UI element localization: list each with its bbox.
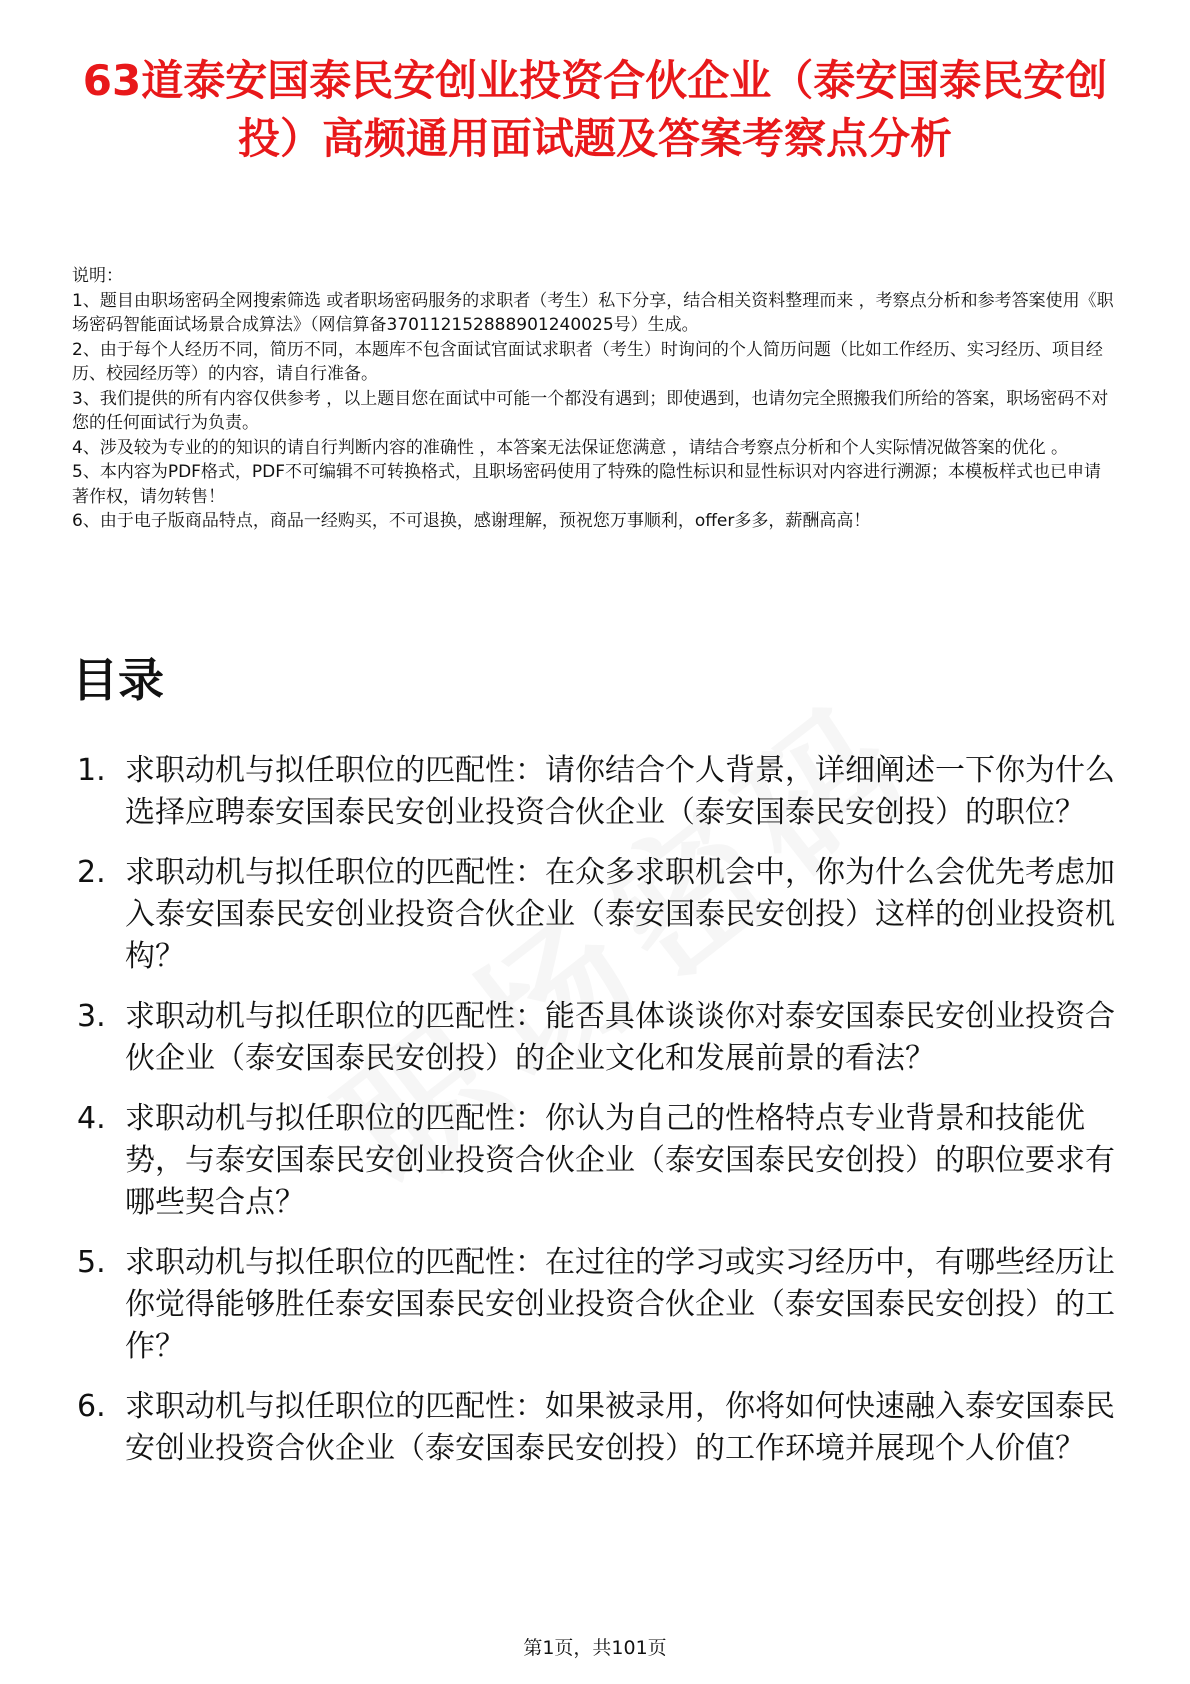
toc-item[interactable] [72,852,1117,978]
notes-heading: 说明： [72,266,123,286]
toc-item-number: 1. [77,753,106,788]
page-number: 第1页，共101页 [523,1637,667,1659]
toc-item-text: 求职动机与拟任职位的匹配性：请你结合个人背景，详细阐述一下你为什么选择应聘泰安国泰民安创业投资合伙企业（泰安国泰民安创投）的职位？ [125,753,1115,830]
toc-item-number: 2. [77,855,106,890]
notes-item: 6、由于电子版商品特点，商品一经购买，不可退换，感谢理解，预祝您万事顺利，offer多多，薪酬高高！ [72,511,871,531]
toc-item-text: 求职动机与拟任职位的匹配性：你认为自己的性格特点专业背景和技能优势，与泰安国泰民安创业投资合伙企业（泰安国泰民安创投）的职位要求有哪些契合点？ [125,1101,1115,1220]
toc-item-number: 6. [77,1389,106,1424]
toc-item[interactable] [72,1098,1117,1224]
toc-item-number: 5. [77,1245,106,1280]
toc-item[interactable] [72,1242,1117,1368]
notes-item: 3、我们提供的所有内容仅供参考 ，以上题目您在面试中可能一个都没有遇到；即使遇到，也请勿完全照搬我们所给的答案，职场密码不对您的任何面试行为负责。 [72,388,1109,433]
toc-item-text: 求职动机与拟任职位的匹配性：在众多求职机会中，你为什么会优先考虑加入泰安国泰民安创业投资合伙企业（泰安国泰民安创投）这样的创业投资机构？ [125,855,1115,974]
notes-item: 1、题目由职场密码全网搜索筛选 或者职场密码服务的求职者（考生）私下分享，结合相关资料整理而来 ，考察点分析和参考答案使用《职场密码智能面试场景合成算法》（网信算备370112152888901240025号）生成。 [72,290,1114,335]
notes-item: 2、由于每个人经历不同，简历不同，本题库不包含面试官面试求职者（考生）时询问的个人简历问题（比如工作经历、实习经历、项目经历、校园经历等）的内容，请自行准备。 [72,339,1103,384]
toc-item-text: 求职动机与拟任职位的匹配性：在过往的学习或实习经历中，有哪些经历让你觉得能够胜任泰安国泰民安创业投资合伙企业（泰安国泰民安创投）的工作？ [125,1245,1115,1364]
toc-list [72,750,1117,1488]
toc-item[interactable] [72,1386,1117,1470]
notes-item: 4、涉及较为专业的的知识的请自行判断内容的准确性 ，本答案无法保证您满意 ，请结合考察点分析和个人实际情况做答案的优化 。 [72,437,1069,458]
toc-item-number: 3. [77,999,106,1034]
toc-item-text: 求职动机与拟任职位的匹配性：如果被录用，你将如何快速融入泰安国泰民安创业投资合伙企业（泰安国泰民安创投）的工作环境并展现个人价值？ [125,1389,1115,1466]
toc-item[interactable] [72,996,1117,1080]
notes-section [72,264,1117,534]
document-title: 63道泰安国泰民安创业投资合伙企业（泰安国泰民安创投）高频通用面试题及答案考察点分析 [82,56,1108,163]
toc-item[interactable] [72,750,1117,834]
notes-item: 5、本内容为PDF格式，PDF不可编辑不可转换格式，且职场密码使用了特殊的隐性标识和显性标识对内容进行溯源；本模板样式也已申请著作权，请勿转售！ [72,462,1102,507]
toc-item-text: 求职动机与拟任职位的匹配性：能否具体谈谈你对泰安国泰民安创业投资合伙企业（泰安国泰民安创投）的企业文化和发展前景的看法？ [125,999,1115,1076]
toc-heading: 目录 [72,653,164,707]
toc-item-number: 4. [77,1101,106,1136]
